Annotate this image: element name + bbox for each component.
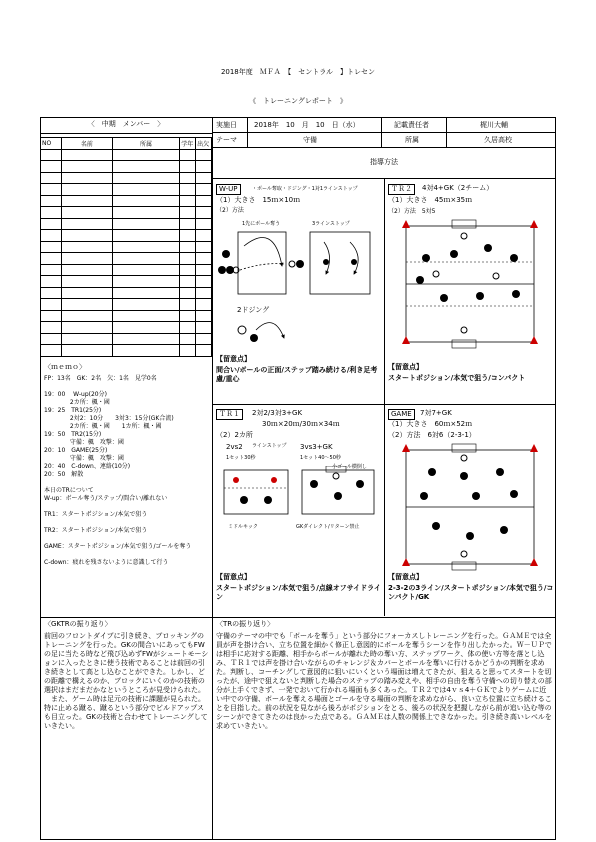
table-cell xyxy=(112,230,180,242)
memo-line: TR1：スタートポジション/本気で狙う xyxy=(44,511,148,518)
table-cell xyxy=(196,276,212,288)
table-cell xyxy=(62,333,113,345)
table-cell xyxy=(112,345,180,357)
memo-line: 2カ所：楓・國 xyxy=(44,399,110,406)
table-cell xyxy=(41,264,62,276)
table-cell xyxy=(41,149,62,161)
table-cell xyxy=(196,322,212,334)
tr1-cap2: GKダイレクト/リターン禁止 xyxy=(296,524,360,530)
table-cell xyxy=(41,241,62,253)
table-cell xyxy=(196,241,212,253)
table-cell xyxy=(196,149,212,161)
wup-desc: ・ボール奪取・ドジング・1対1ラインストップ xyxy=(252,186,358,192)
table-cell xyxy=(180,253,196,265)
table-row xyxy=(41,218,212,230)
table-row xyxy=(41,276,212,288)
tr1-title: 2対2/3対3+GK xyxy=(252,409,303,417)
table-cell xyxy=(41,184,62,196)
memo-line: 20：40 C-down、連絡(10分) xyxy=(44,463,131,470)
tr2-caution-label: 【留意点】 xyxy=(388,363,423,371)
table-cell xyxy=(112,333,180,345)
table-cell xyxy=(196,172,212,184)
wup-diagram xyxy=(214,226,382,356)
table-cell xyxy=(62,287,113,299)
table-cell xyxy=(112,253,180,265)
method-heading: 指導方法 xyxy=(370,158,398,166)
game-size: （1）大きさ 60ｍ×52ｍ xyxy=(388,420,473,428)
table-cell xyxy=(62,218,113,230)
table-cell xyxy=(41,322,62,334)
table-row xyxy=(41,207,212,219)
table-row xyxy=(41,322,212,334)
table-cell xyxy=(62,172,113,184)
memo-line: 守備：楓 攻撃：國 xyxy=(44,455,124,462)
table-cell xyxy=(41,276,62,288)
table-cell xyxy=(112,322,180,334)
table-cell xyxy=(112,207,180,219)
members-table xyxy=(40,137,212,357)
table-cell xyxy=(112,195,180,207)
table-cell xyxy=(196,184,212,196)
col-name: 名前 xyxy=(62,138,113,150)
table-cell xyxy=(62,276,113,288)
tr2-size: （1）大きさ 45ｍ×35ｍ xyxy=(388,196,473,204)
table-cell xyxy=(112,241,180,253)
table-row xyxy=(41,184,212,196)
table-cell xyxy=(62,345,113,357)
affil-value: 久居高校 xyxy=(484,136,512,144)
table-cell xyxy=(62,299,113,311)
table-row xyxy=(41,287,212,299)
table-cell xyxy=(112,184,180,196)
recorder-value: 梶川大輔 xyxy=(480,121,508,129)
table-cell xyxy=(41,207,62,219)
tr1-size: 30ｍ×20ｍ/30ｍ×34ｍ xyxy=(262,420,340,428)
table-cell xyxy=(112,287,180,299)
report-subtitle: 《 トレーニングレポート 》 xyxy=(249,97,347,105)
table-cell xyxy=(196,299,212,311)
table-cell xyxy=(180,195,196,207)
table-cell xyxy=(180,322,196,334)
table-cell xyxy=(196,264,212,276)
table-cell xyxy=(41,218,62,230)
tr1-caution-label: 【留意点】 xyxy=(216,573,251,581)
table-cell xyxy=(180,333,196,345)
table-cell xyxy=(196,207,212,219)
table-row xyxy=(41,264,212,276)
memo-line: 2カ所：楓・國 1カ所：楓・國 xyxy=(44,423,162,430)
memo-line xyxy=(44,551,210,559)
table-cell xyxy=(62,230,113,242)
wup-caution-label: 【留意点】 xyxy=(216,355,251,363)
table-cell xyxy=(180,287,196,299)
table-cell xyxy=(196,230,212,242)
table-cell xyxy=(180,276,196,288)
memo-line: 19：50 TR2(15分) xyxy=(44,431,102,438)
table-cell xyxy=(180,230,196,242)
memo-line: 本日のTRについて xyxy=(44,487,94,494)
tr1-sub2: 3vs3+GK xyxy=(300,443,333,451)
wup-label: W-UP xyxy=(216,184,241,195)
game-label: GAME xyxy=(388,409,415,420)
table-row xyxy=(41,299,212,311)
table-cell xyxy=(196,310,212,322)
table-cell xyxy=(41,345,62,357)
theme-label: テーマ xyxy=(216,136,237,144)
tr1-label: ＴＲ１ xyxy=(216,409,243,420)
tr1-set2: 1セット40～50秒 xyxy=(300,455,341,461)
table-cell xyxy=(62,253,113,265)
table-cell xyxy=(180,264,196,276)
affil-label: 所属 xyxy=(405,136,419,144)
memo-heading: 〈ｍｅｍｏ〉 xyxy=(44,363,86,371)
memo-line xyxy=(44,383,210,391)
table-cell xyxy=(196,218,212,230)
table-cell xyxy=(112,299,180,311)
memo-line: FP：13名 GK：2名 欠：1名 見学0名 xyxy=(44,375,157,382)
table-cell xyxy=(62,322,113,334)
memo-line: 20：10 GAME(25分) xyxy=(44,447,108,454)
table-cell xyxy=(180,184,196,196)
table-cell xyxy=(62,184,113,196)
table-cell xyxy=(41,230,62,242)
table-cell xyxy=(196,195,212,207)
tr1-small-goal: 小ゴール横倒し xyxy=(332,464,367,470)
table-cell xyxy=(41,333,62,345)
table-row xyxy=(41,333,212,345)
tr2-title: 4対4+GK（2チーム） xyxy=(422,184,494,192)
table-cell xyxy=(180,310,196,322)
memo-line: 守備：楓 攻撃：國 xyxy=(44,439,124,446)
tr1-sub1: 2vs2 xyxy=(226,443,243,451)
table-cell xyxy=(196,161,212,173)
table-cell xyxy=(180,161,196,173)
tr1-sub1b: ラインストップ xyxy=(252,443,287,449)
table-row xyxy=(41,161,212,173)
memo-line: TR2：スタートポジション/本気で狙う xyxy=(44,527,148,534)
table-cell xyxy=(62,264,113,276)
tr-review-text: 守備のテーマの中でも「ボールを奪う」という部分にフォーカスしトレーニングを行った。ＧＡＭＥでは全員が声を掛け合い、立ち位置を細かく修正し意図的にボールを奪うシーンを作り出したかった。Ｗ－ＵＰでは相手に応対する距離、相手からボールが離れた時の奪い方、ステップワーク、体の使い方等を落とし込み、ＴＲ１では声を掛け合いながらのチャレンジ＆カバーとボールを奪いに行けるかどうかの判断を求めた。判断し、コーチングして意図的に狙いにいくという場面は増えてきたが、狙えると思ってスタートを切ったが、途中で狙えないと判断した場合のステップの踏み変えや、相手の自由を奪う守備への切り替えの部分が上手くできず、一発でおいて行かれる場面も多くあった。ＴＲ２では4ｖｓ4＋ＧＫでよりゲームに近い中での守備、ボールを奪える場面とゴールを守る場面の判断を求めながら、良い立ち位置に立ち続けることを目指した。前の状況を見ながら後ろがポジションをとる、後ろの状況を把握しながら前が追い込む等のシーンができてきたのは良かった点である。ＧＡＭＥは人数の関係上できなかった。引き続き高いレベルを求めていきたい。 xyxy=(216,632,552,730)
table-cell xyxy=(180,149,196,161)
table-cell xyxy=(41,172,62,184)
table-cell xyxy=(62,149,113,161)
table-cell xyxy=(112,310,180,322)
memo-line xyxy=(44,535,210,543)
tr2-label: ＴＲ２ xyxy=(388,184,415,195)
table-cell xyxy=(62,241,113,253)
game-caution-label: 【留意点】 xyxy=(388,573,423,581)
table-row xyxy=(41,310,212,322)
date-label: 実施日 xyxy=(216,121,237,129)
game-method: （2）方法 6対6（2-3-1） xyxy=(388,431,476,439)
table-cell xyxy=(112,264,180,276)
table-cell xyxy=(112,218,180,230)
table-cell xyxy=(196,253,212,265)
recorder-label: 記載責任者 xyxy=(394,121,429,129)
table-cell xyxy=(41,299,62,311)
table-cell xyxy=(62,195,113,207)
table-cell xyxy=(62,161,113,173)
table-cell xyxy=(112,161,180,173)
table-cell xyxy=(112,172,180,184)
date-value: 2018年 10 月 10 日（水） xyxy=(254,121,360,129)
theme-value: 守備 xyxy=(303,136,317,144)
gktr-heading: 〈GKTRの振り返り〉 xyxy=(44,620,112,628)
tr1-caution: スタートポジション/本気で狙う/点線オフサイドライン xyxy=(216,584,381,601)
tr2-method: （2）方法 5対5 xyxy=(388,208,436,215)
table-cell xyxy=(180,345,196,357)
tr1-diagram xyxy=(214,466,382,522)
table-cell xyxy=(196,287,212,299)
table-cell xyxy=(180,218,196,230)
table-cell xyxy=(180,172,196,184)
memo-body xyxy=(44,375,210,567)
memo-line: C-down：疲れを残さないように意識して行う xyxy=(44,559,169,566)
memo-line: 19：25 TR1(25分) xyxy=(44,407,102,414)
members-header-row xyxy=(41,138,212,150)
table-cell xyxy=(112,276,180,288)
table-cell xyxy=(41,253,62,265)
tr2-diagram xyxy=(396,218,546,350)
memo-line: 20：50 解散 xyxy=(44,471,84,478)
memo-line xyxy=(44,503,210,511)
table-row xyxy=(41,149,212,161)
tr2-caution: スタートポジション/本気で狙う/コンパクト xyxy=(388,374,526,382)
table-cell xyxy=(41,310,62,322)
table-cell xyxy=(180,241,196,253)
table-row xyxy=(41,230,212,242)
col-affil: 所属 xyxy=(112,138,180,150)
wup-sub2: 3ラインストップ xyxy=(312,221,350,227)
tr-review-heading: 〈TRの振り返り〉 xyxy=(216,620,275,628)
col-no: NO xyxy=(41,138,62,150)
memo-line: 2対2：10分 3対3：15分(GK合流) xyxy=(44,415,174,422)
wup-size: （1）大きさ 15ｍ×10ｍ xyxy=(216,196,301,204)
memo-line xyxy=(44,519,210,527)
col-grade: 学年 xyxy=(180,138,196,150)
wup-sub1: 1先にボール奪う xyxy=(242,221,281,227)
members-heading: 〈 中期 メンバー 〉 xyxy=(87,120,165,128)
table-row xyxy=(41,253,212,265)
table-cell xyxy=(180,299,196,311)
col-attend: 出欠 xyxy=(196,138,212,150)
game-title: 7対7+GK xyxy=(420,409,452,417)
table-cell xyxy=(41,161,62,173)
game-caution: 2-3-2の3ライン/スタートポジション/本気で狙う/コンパクト/GK xyxy=(388,584,554,601)
table-cell xyxy=(112,149,180,161)
memo-line xyxy=(44,479,210,487)
table-cell xyxy=(180,207,196,219)
report-title: 2018年度 ＭＦＡ 【 セントラル 】トレセン xyxy=(220,68,376,76)
tr1-method: （2）2カ所 xyxy=(216,431,253,439)
table-row xyxy=(41,241,212,253)
table-row xyxy=(41,195,212,207)
memo-line: 19：00 W-up(20分) xyxy=(44,391,107,398)
memo-line: GAME：スタートポジション/本気で狙う/ゴールを奪う xyxy=(44,543,192,550)
table-cell xyxy=(196,333,212,345)
table-cell xyxy=(62,207,113,219)
table-cell xyxy=(62,310,113,322)
game-diagram xyxy=(396,442,546,572)
wup-method: （2）方法 xyxy=(216,207,244,214)
table-row xyxy=(41,345,212,357)
wup-caution: 間合い/ボールの正面/ステップ踏み続ける/利き足考慮/重心 xyxy=(216,366,378,383)
wup-sub3: 2ドジング xyxy=(237,306,270,314)
tr1-cap1: ミドルキック xyxy=(228,524,258,530)
tr1-set1: 1セット30秒 xyxy=(226,455,256,461)
memo-line: W-up：ボール奪う/ステップ/間合い/離れない xyxy=(44,495,168,502)
table-cell xyxy=(196,345,212,357)
table-row xyxy=(41,172,212,184)
gktr-text: 前回のフロントダイブに引き続き、ブロッキングのトレーニングを行った。GKの間合いにあってもFWの足に当たる時など飛び込めずFWがシュートモーションに入ったときに使う技術であることは前回の引き続きとして高とし込むことができた。しかし、どの距離で構えるのか、ブロックにいくのかの技術の選択はまだまだかなというところが見受けられた。 また、ゲーム時は足元の技術に課題が見られた。特に止める蹴る、蹴るという部分でビルドアップスも目立った。GKの技術と合わせてトレーニングしていきたい。 xyxy=(44,632,209,730)
table-cell xyxy=(41,195,62,207)
table-cell xyxy=(41,287,62,299)
